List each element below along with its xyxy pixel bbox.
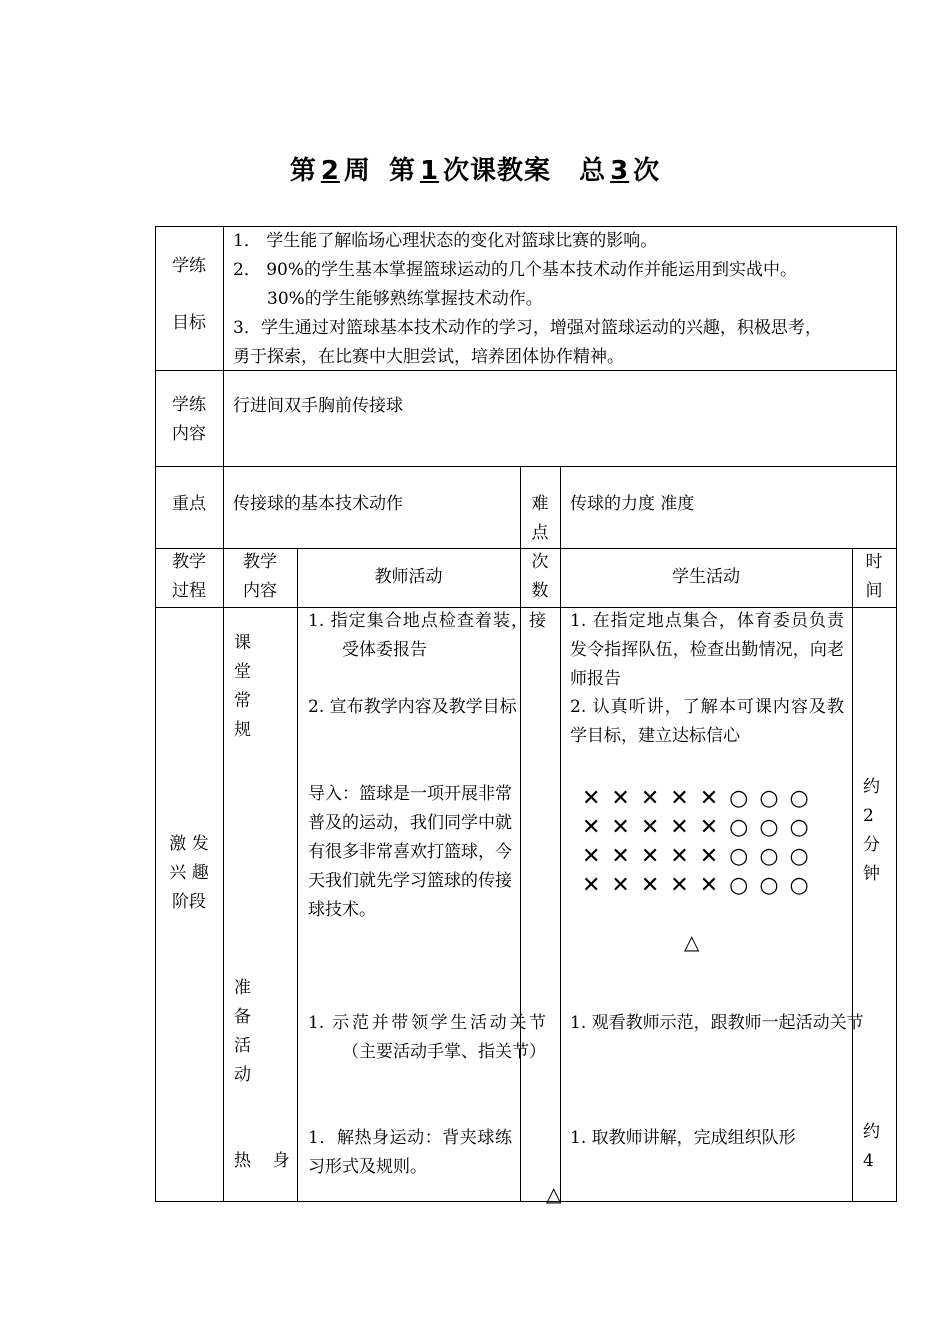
formation-row: ✕✕✕✕✕○○○: [582, 844, 820, 869]
student-activity-3: 1. 观看教师示范，跟教师一起活动关节: [570, 1013, 864, 1033]
student-activity-1: 1. 在指定地点集合，体育委员负责发令指挥队伍，检查出勤情况，向老师报告: [570, 611, 844, 689]
session-number: 1: [419, 156, 440, 186]
difficulty-text: 传球的力度 准度: [570, 494, 695, 514]
col-time: 时 间: [865, 552, 883, 601]
stage-name: 激 发 兴 趣 阶段: [169, 834, 209, 912]
formation-row: ✕✕✕✕✕○○○: [582, 873, 820, 898]
triangle-mark-icon: △: [546, 1182, 562, 1206]
col-count: 次 数: [531, 552, 549, 601]
objectives-label: 学练 目标: [172, 256, 206, 333]
col-content: 教学 内容: [243, 552, 277, 601]
student-activity-2: 2. 认真听讲，了解本可课内容及教学目标，建立达标信心: [570, 697, 844, 746]
prep-label: 准 备 活 动: [234, 978, 251, 1085]
objectives-text: 1． 学生能了解临场心理状态的变化对篮球比赛的影响。 2． 90%的学生基本掌握篮球运动的几个基本技术动作并能运用到实战中。 30%的学生能够熟练掌握技术动作。 3．学生通过对篮球基本技术动作的学习，增强对篮球运动的兴趣，积极思考， 勇于探索，在比赛中大胆尝试，培养团体协作精神。: [233, 231, 822, 367]
formation-row: ✕✕✕✕✕○○○: [582, 786, 820, 811]
routine-label: 课 堂 常 规: [234, 633, 251, 740]
col-process: 教学 过程: [172, 552, 206, 601]
total-number: 3: [610, 156, 630, 186]
week-number: 2: [320, 156, 340, 186]
teacher-position-icon: △: [684, 930, 700, 954]
teacher-activity-3: 1. 示范并带领学生活动关节（主要活动手掌、指关节）: [308, 1013, 546, 1062]
teacher-activity-2: 2. 宣布教学内容及教学目标: [308, 697, 517, 717]
teacher-activity-1: 1. 指定集合地点检查着装，接受体委报告: [308, 611, 546, 660]
teacher-intro: 导入：篮球是一项开展非常普及的运动，我们同学中就有很多非常喜欢打篮球，今天我们就先学习篮球的传接球技术。: [308, 784, 512, 920]
warmup-label: 热 身: [234, 1151, 290, 1171]
time-warmup: 约 4: [863, 1122, 880, 1171]
formation-row: ✕✕✕✕✕○○○: [582, 815, 820, 840]
page-title: 第 2 周 第 1 次课教案 总 3 次: [289, 156, 661, 186]
student-activity-4: 1. 取教师讲解，完成组织队形: [570, 1128, 796, 1148]
difficulty-label: 难 点: [531, 494, 549, 543]
key-point-text: 传接球的基本技术动作: [233, 494, 403, 514]
content-label: 学练 内容: [172, 395, 206, 444]
content-text: 行进间双手胸前传接球: [233, 396, 403, 416]
col-teacher: 教师活动: [374, 567, 443, 587]
col-student: 学生活动: [672, 567, 740, 587]
teacher-activity-4: 1．解热身运动：背夹球练习形式及规则。: [308, 1128, 512, 1177]
key-point-label: 重点: [172, 494, 206, 514]
time-routine: 约 2 分 钟: [863, 777, 880, 884]
